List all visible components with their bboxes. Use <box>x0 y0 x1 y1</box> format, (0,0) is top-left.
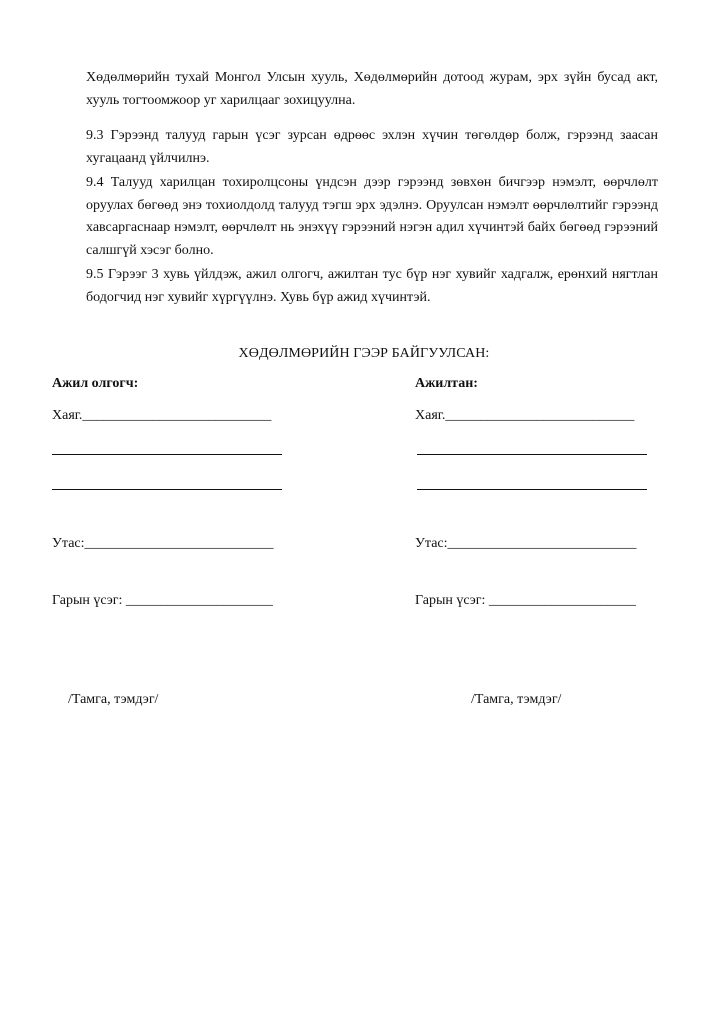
employer-label: Ажил олгогч: <box>52 376 139 391</box>
employer-signature-field: Гарын үсэг: _____________________ <box>52 593 273 608</box>
employee-stamp-label: /Тамга, тэмдэг/ <box>471 692 562 707</box>
employee-address-field: Хаяг.___________________________ <box>415 408 635 423</box>
employee-phone-field: Утас:___________________________ <box>415 536 637 551</box>
employer-blank-line-1 <box>52 454 282 455</box>
employee-label: Ажилтан: <box>415 376 478 391</box>
employee-blank-line-2 <box>417 489 647 490</box>
employer-stamp-label: /Тамга, тэмдэг/ <box>68 692 159 707</box>
paragraph-9-4: 9.4 Талууд харилцан тохиролцсоны үндсэн дээр гэрээнд зөвхөн бичгээр нэмэлт, өөрчлөлт оруулах бөгөөд энэ тохиолдолд талууд тэгш эрх эдэлнэ. Оруулсан нэмэлт өөрчлөлтийг гэрээнд хавсаргаснаар нэмэлт, өөрчлөлт нь энэхүү гэрээний нэгэн адил хүчинтэй байх бөгөөд гэрээний салшгүй хэсэг болно. <box>86 175 658 258</box>
signatures-heading: ХӨДӨЛМӨРИЙН ГЭЭР БАЙГУУЛСАН: <box>238 346 490 361</box>
employee-signature-field: Гарын үсэг: _____________________ <box>415 593 636 608</box>
employer-phone-field: Утас:___________________________ <box>52 536 274 551</box>
employer-blank-line-2 <box>52 489 282 490</box>
employer-address-field: Хаяг.___________________________ <box>52 408 272 423</box>
paragraph-9-3: 9.3 Гэрээнд талууд гарын үсэг зурсан өдрөөс эхлэн хүчин төгөлдөр болж, гэрээнд заасан хугацаанд үйлчилнэ. <box>86 128 658 166</box>
employee-blank-line-1 <box>417 454 647 455</box>
paragraph-9-5: 9.5 Гэрээг 3 хувь үйлдэж, ажил олгогч, ажилтан тус бүр нэг хувийг хадгалж, ерөнхий нягтлан бодогчид нэг хувийг хүргүүлнэ. Хувь бүр ажид хүчинтэй. <box>86 267 658 305</box>
paragraph-intro: Хөдөлмөрийн тухай Монгол Улсын хууль, Хөдөлмөрийн дотоод журам, эрх зүйн бусад акт, хууль тогтоомжоор уг харилцааг зохицуулна. <box>86 70 658 108</box>
